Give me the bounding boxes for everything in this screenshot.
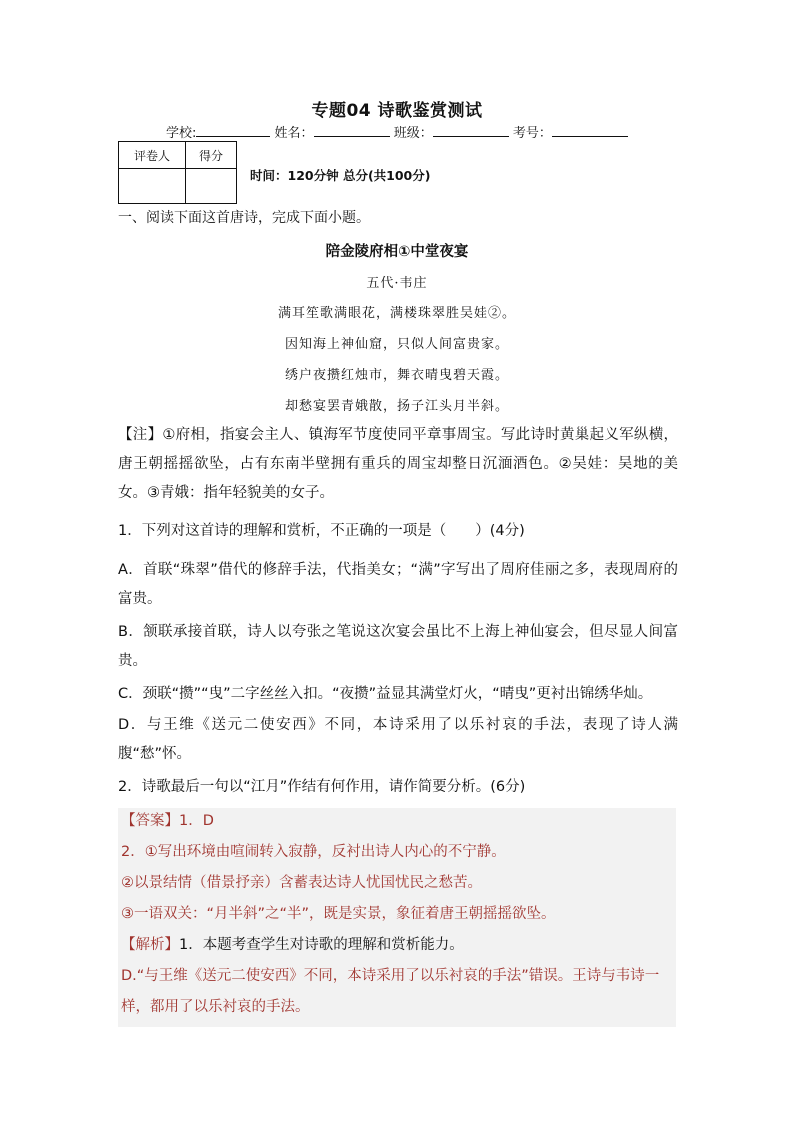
school-blank[interactable]	[196, 124, 270, 137]
school-label: 学校:	[166, 126, 197, 141]
number-label: 考号：	[512, 126, 552, 141]
answer-2-point-3: ③一语双关：“月半斜”之“半”，既是实景，象征着唐王朝摇摇欲坠。	[121, 906, 556, 922]
poem-line: 满耳笙歌满眼花，满楼珠翠胜吴娃②。	[277, 306, 516, 321]
answer-tag: 【答案】	[121, 813, 179, 829]
analysis-line-1	[121, 930, 676, 961]
analysis-tag: 【解析】	[121, 937, 179, 953]
poem-line: 绣户夜攒红烛市，舞衣晴曳碧天霞。	[284, 368, 509, 383]
option-b[interactable]: B．颔联承接首联，诗人以夸张之笔说这次宴会虽比不上海上神仙宴会，但尽显人间富贵。	[118, 624, 678, 669]
student-info-line	[166, 122, 628, 141]
grading-table	[118, 141, 237, 204]
score-header: 得分	[186, 142, 237, 169]
score-cell[interactable]	[186, 169, 237, 204]
document-title: 专题04 诗歌鉴赏测试	[311, 101, 483, 121]
class-label: 班级：	[393, 126, 433, 141]
poem-author: 五代·韦庄	[366, 276, 428, 291]
name-label: 姓名：	[274, 126, 314, 141]
answer-2-point-2: ②以景结情（借景抒亲）含蓄表达诗人忧国忧民之愁苦。	[121, 875, 482, 891]
class-blank[interactable]	[433, 124, 509, 137]
question-1: 1．下列对这首诗的理解和赏析，不正确的一项是（ ）(4分)	[118, 523, 525, 539]
option-c[interactable]: C．颈联“攒”“曳”二字丝丝入扣。“夜攒”益显其满堂灯火，“晴曳”更衬出锦绣华灿。	[118, 686, 653, 702]
option-a[interactable]: A．首联“珠翠”借代的修辞手法，代指美女；“满”字写出了周府佳丽之多，表现周府的富贵。	[118, 562, 678, 607]
name-blank[interactable]	[314, 124, 390, 137]
analysis-text-1: 1．本题考查学生对诗歌的理解和赏析能力。	[179, 937, 464, 953]
answer-2-point-1: 2．①写出环境由喧闹转入寂静，反衬出诗人内心的不宁静。	[121, 844, 506, 860]
time-score-info: 时间：120分钟 总分(共100分)	[250, 168, 431, 183]
question-2: 2．诗歌最后一句以“江月”作结有何作用，请作简要分析。(6分)	[118, 779, 526, 795]
poem-line: 却愁宴罢青娥散，扬子江头月半斜。	[284, 399, 509, 414]
section-heading: 一、阅读下面这首唐诗，完成下面小题。	[118, 210, 370, 226]
answer-line-1	[121, 806, 676, 837]
analysis-text-2: D.“与王维《送元二使安西》不同，本诗采用了以乐衬哀的手法”错误。王诗与韦诗一样，都用了以乐衬哀的手法。	[121, 968, 660, 1015]
answer-1: 1．D	[179, 813, 214, 829]
poem-notes: 【注】①府相，指宴会主人、镇海军节度使同平章事周宝。写此诗时黄巢起义军纵横，唐王朝摇摇欲坠，占有东南半壁拥有重兵的周宝却整日沉湎酒色。②吴娃：吴地的美女。③青娥：指年轻貌美的女子。	[118, 427, 678, 501]
reviewer-header: 评卷人	[119, 142, 186, 169]
option-d[interactable]: D．与王维《送元二使安西》不同，本诗采用了以乐衬哀的手法，表现了诗人满腹“愁”怀。	[118, 717, 678, 762]
number-blank[interactable]	[552, 124, 628, 137]
poem-line: 因知海上神仙窟，只似人间富贵家。	[284, 337, 509, 352]
reviewer-cell[interactable]	[119, 169, 186, 204]
poem-title: 陪金陵府相①中堂夜宴	[325, 244, 469, 260]
